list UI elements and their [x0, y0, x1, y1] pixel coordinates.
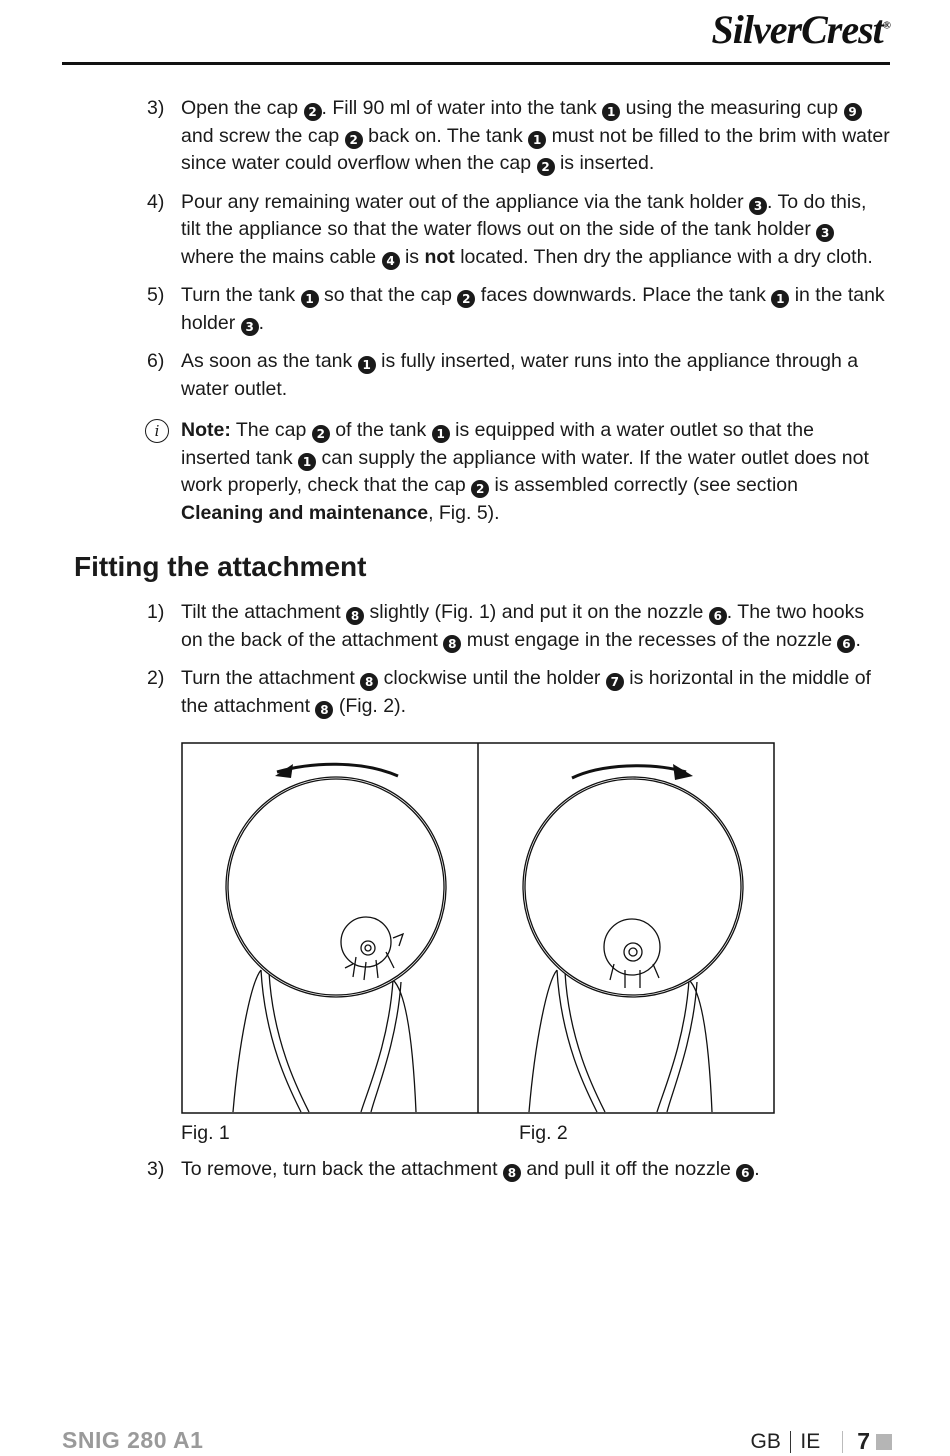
- footer-pagination: [751, 1428, 892, 1455]
- part-number-badge: 8: [315, 701, 333, 719]
- note-block: [154, 417, 881, 527]
- brand-logo: SilverCrest®: [711, 7, 890, 52]
- part-number-badge: 2: [312, 425, 330, 443]
- step-text: Open the cap 2 . Fill 90 ml of water into the tank 1 using the measuring cup 9 and screw the cap 2 back on. The tank 1 must not be filled to the brim with water since water could overflow when the cap 2 is inserted.: [181, 97, 890, 174]
- part-number-badge: 1: [358, 356, 376, 374]
- figure-drawing: [181, 742, 775, 1114]
- part-number-badge: 6: [736, 1164, 754, 1182]
- footer-lang-ie: IE: [800, 1429, 821, 1453]
- step-item: [147, 348, 891, 403]
- part-number-badge: 8: [360, 673, 378, 691]
- part-number-badge: 1: [298, 453, 316, 471]
- part-number-badge: 1: [528, 131, 546, 149]
- step-text: Turn the attachment 8 clockwise until the holder 7 is horizontal in the middle of the attachment 8 (Fig. 2).: [181, 667, 871, 717]
- step-number: 1): [147, 601, 165, 623]
- header-rule: [62, 62, 890, 65]
- part-number-badge: 1: [602, 103, 620, 121]
- step-number: 6): [147, 350, 165, 372]
- part-number-badge: 2: [537, 158, 555, 176]
- info-icon: i: [145, 419, 169, 443]
- steps-list-c: [0, 1156, 950, 1184]
- section-title: Fitting the attachment: [74, 551, 367, 582]
- step-text: To remove, turn back the attachment 8 and pull it off the nozzle 6 .: [181, 1158, 760, 1180]
- step-number: 4): [147, 190, 165, 213]
- note-text: Note: The cap 2 of the tank 1 is equipped with a water outlet so that the inserted tank 1 can supply the appliance with water. If the water outlet does not work properly, check that the cap 2 is assembled correctly (see section Cleaning and maintenance, Fig. 5).: [181, 419, 869, 524]
- step-item: [147, 665, 891, 720]
- part-number-badge: 2: [345, 131, 363, 149]
- bold-text: Note:: [181, 419, 231, 441]
- part-number-badge: 6: [837, 635, 855, 653]
- step-text: Turn the tank 1 so that the cap 2 faces downwards. Place the tank 1 in the tank holder 3 .: [181, 284, 885, 334]
- part-number-badge: 1: [432, 425, 450, 443]
- figure-captions: [181, 1120, 950, 1156]
- step-item: [147, 282, 891, 337]
- step-item: [147, 599, 891, 654]
- part-number-badge: 7: [606, 673, 624, 691]
- part-number-badge: 2: [304, 103, 322, 121]
- step-item: [147, 95, 891, 178]
- page-number: 7: [857, 1428, 870, 1454]
- step-number: 2): [147, 667, 165, 689]
- figure-illustration: [181, 742, 775, 1114]
- part-number-badge: 8: [503, 1164, 521, 1182]
- part-number-badge: 3: [816, 224, 834, 242]
- steps-list-b: [0, 599, 950, 720]
- fig2-caption: Fig. 2: [519, 1122, 568, 1144]
- part-number-badge: 3: [749, 197, 767, 215]
- part-number-badge: 4: [382, 252, 400, 270]
- part-number-badge: 9: [844, 103, 862, 121]
- part-number-badge: 6: [709, 607, 727, 625]
- part-number-badge: 3: [241, 318, 259, 336]
- footer-model: SNIG 280 A1: [62, 1427, 204, 1453]
- step-number: 3): [147, 97, 165, 119]
- part-number-badge: 1: [771, 290, 789, 308]
- step-item: [147, 189, 891, 272]
- footer-separator-light: [842, 1431, 843, 1453]
- step-text: As soon as the tank 1 is fully inserted, water runs into the appliance through a water outlet.: [181, 350, 859, 400]
- step-text: Pour any remaining water out of the appliance via the tank holder 3 . To do this, tilt the appliance so that the water flows out on the side of the tank holder 3 where the mains cable 4 is not located. Then dry the appliance with a dry cloth.: [181, 190, 873, 268]
- page-marker-square: [876, 1434, 892, 1450]
- step-item: [147, 1156, 891, 1184]
- part-number-badge: 2: [457, 290, 475, 308]
- part-number-badge: 2: [471, 480, 489, 498]
- fig1-drawing: [226, 764, 446, 1112]
- steps-list-a: [0, 95, 950, 403]
- step-number: 3): [147, 1158, 165, 1180]
- step-number: 5): [147, 284, 165, 306]
- footer-lang-gb: GB: [750, 1429, 781, 1453]
- part-number-badge: 1: [301, 290, 319, 308]
- fig2-drawing: [523, 764, 743, 1112]
- bold-text: not: [424, 245, 455, 268]
- step-text: Tilt the attachment 8 slightly (Fig. 1) and put it on the nozzle 6 . The two hooks on the back of the attachment 8 must engage in the recesses of the nozzle 6 .: [181, 601, 865, 651]
- page-content: [0, 95, 950, 1195]
- bold-text: Cleaning and maintenance: [181, 501, 429, 524]
- footer-separator: [790, 1431, 792, 1453]
- fig1-caption: Fig. 1: [181, 1122, 230, 1144]
- part-number-badge: 8: [346, 607, 364, 625]
- part-number-badge: 8: [443, 635, 461, 653]
